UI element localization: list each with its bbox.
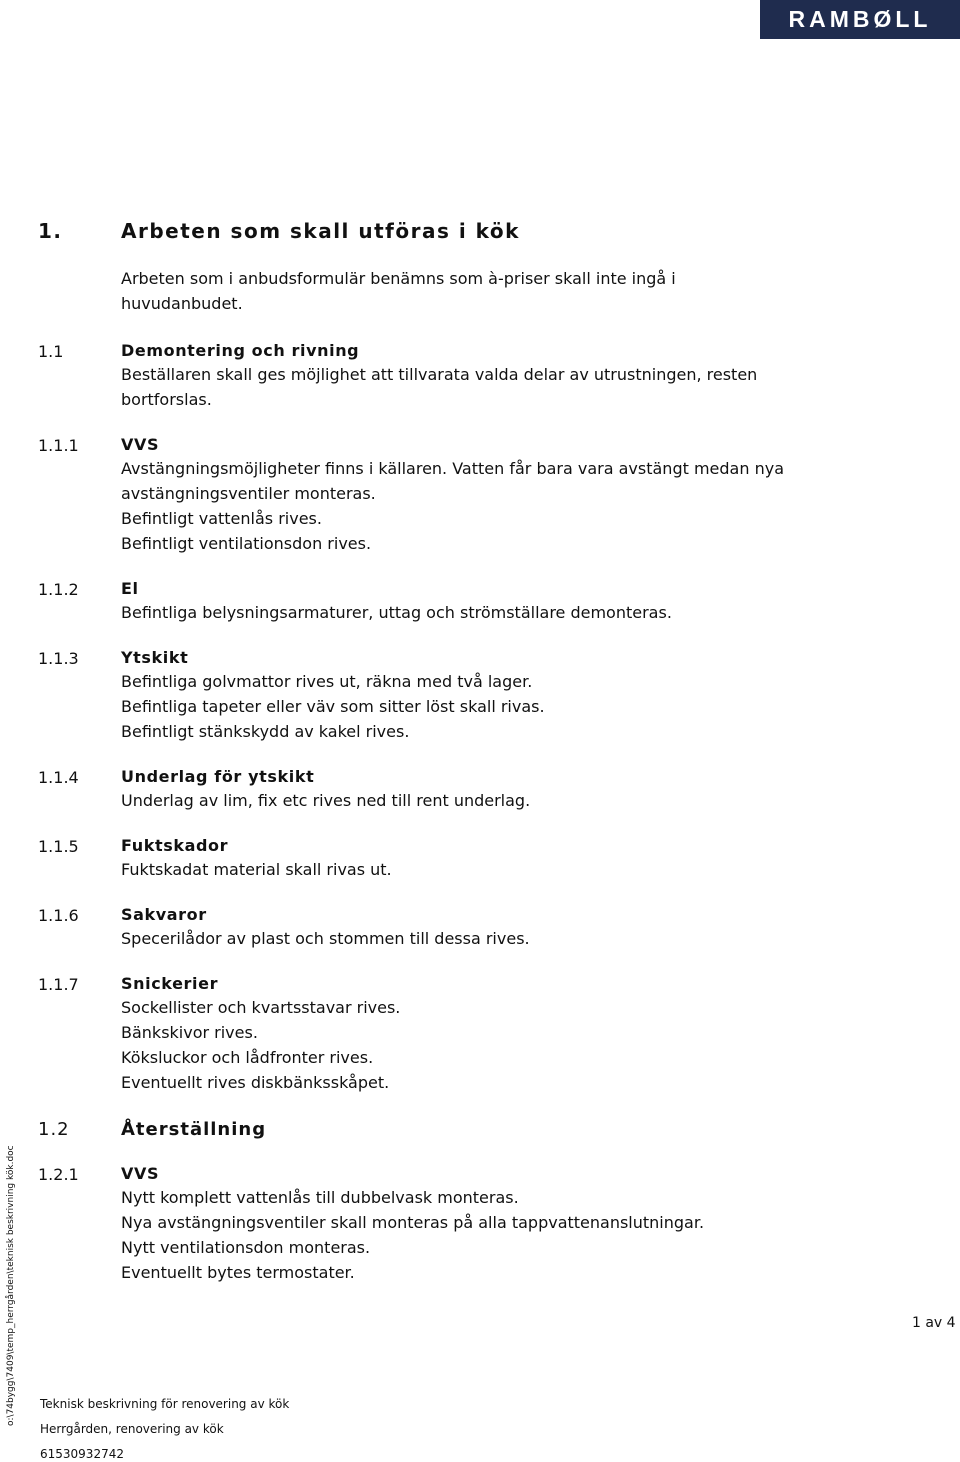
text-line: avstängningsventiler monteras. <box>121 484 376 503</box>
footer-project-name: Herrgården, renovering av kök <box>40 1422 224 1436</box>
section-number: 1.1.5 <box>38 837 79 856</box>
text-line: Befintligt stänkskydd av kakel rives. <box>121 722 410 741</box>
text-line: Sockellister och kvartsstavar rives. <box>121 998 401 1017</box>
section-1-2 <box>38 1117 918 1143</box>
text-line: huvudanbudet. <box>121 294 243 313</box>
section-title: Återställning <box>121 1119 267 1140</box>
section-title: El <box>121 579 139 598</box>
text-line: Befintligt ventilationsdon rives. <box>121 534 372 553</box>
section-1-1-1 <box>38 434 918 556</box>
section-title: Underlag för ytskikt <box>121 767 315 786</box>
text-line: Underlag av lim, fix etc rives ned till rent underlag. <box>121 791 531 810</box>
text-line: Beställaren skall ges möjlighet att tillvarata valda delar av utrustningen, resten <box>121 365 758 384</box>
text-line: Befintliga belysningsarmaturer, uttag och strömställare demonteras. <box>121 603 672 622</box>
footer-document-title: Teknisk beskrivning för renovering av kök <box>40 1397 290 1411</box>
section-number: 1.1.7 <box>38 975 79 994</box>
section-title: Sakvaror <box>121 905 207 924</box>
section-title: Snickerier <box>121 974 219 993</box>
section-1-1-5 <box>38 835 918 882</box>
section-1-2-1 <box>38 1163 918 1285</box>
section-1-1-4 <box>38 766 918 813</box>
section-title: Demontering och rivning <box>121 341 360 360</box>
text-line: Nytt ventilationsdon monteras. <box>121 1238 371 1257</box>
section-1-1-7 <box>38 973 918 1095</box>
file-path-sidebar: o:\74bygg\7409\temp_herrgården\teknisk beskrivning kök.doc <box>6 1145 16 1426</box>
section-number: 1.2.1 <box>38 1165 79 1184</box>
section-number: 1.1.2 <box>38 580 79 599</box>
text-line: Befintliga golvmattor rives ut, räkna med två lager. <box>121 672 533 691</box>
text-line: Befintliga tapeter eller väv som sitter löst skall rivas. <box>121 697 545 716</box>
text-line: bortforslas. <box>121 390 212 409</box>
section-number: 1.1.6 <box>38 906 79 925</box>
section-1 <box>38 216 918 246</box>
section-number: 1.1 <box>38 342 64 361</box>
text-line: Befintligt vattenlås rives. <box>121 509 322 528</box>
section-number: 1.1.4 <box>38 768 79 787</box>
text-line: Eventuellt bytes termostater. <box>121 1263 355 1282</box>
text-line: Fuktskadat material skall rivas ut. <box>121 860 392 879</box>
company-logo: RAMBØLL <box>760 0 960 39</box>
text-line: Nytt komplett vattenlås till dubbelvask monteras. <box>121 1188 519 1207</box>
section-title: Arbeten som skall utföras i kök <box>121 219 520 243</box>
section-1-1-6 <box>38 904 918 951</box>
section-1-1 <box>38 340 918 412</box>
section-number: 1.1.3 <box>38 649 79 668</box>
section-1-1-2 <box>38 578 918 625</box>
text-line: Köksluckor och lådfronter rives. <box>121 1048 374 1067</box>
section-title: Ytskikt <box>121 648 189 667</box>
section-1-1-3 <box>38 647 918 744</box>
section-number: 1. <box>38 219 63 243</box>
section-title: Fuktskador <box>121 836 229 855</box>
text-line: Eventuellt rives diskbänksskåpet. <box>121 1073 390 1092</box>
section-number: 1.1.1 <box>38 436 79 455</box>
text-line: Bänkskivor rives. <box>121 1023 258 1042</box>
text-line: Specerilådor av plast och stommen till dessa rives. <box>121 929 530 948</box>
page-number: 1 av 4 <box>912 1315 956 1331</box>
text-line: Arbeten som i anbudsformulär benämns som à-priser skall inte ingå i <box>121 269 676 288</box>
section-number: 1.2 <box>38 1119 70 1140</box>
section-title: VVS <box>121 1164 160 1183</box>
text-line: Nya avstängningsventiler skall monteras på alla tappvattenanslutningar. <box>121 1213 705 1232</box>
footer-project-number: 61530932742 <box>40 1447 124 1461</box>
section-title: VVS <box>121 435 160 454</box>
text-line: Avstängningsmöjligheter finns i källaren. Vatten får bara vara avstängt medan nya <box>121 459 784 478</box>
intro-paragraph <box>38 266 918 316</box>
